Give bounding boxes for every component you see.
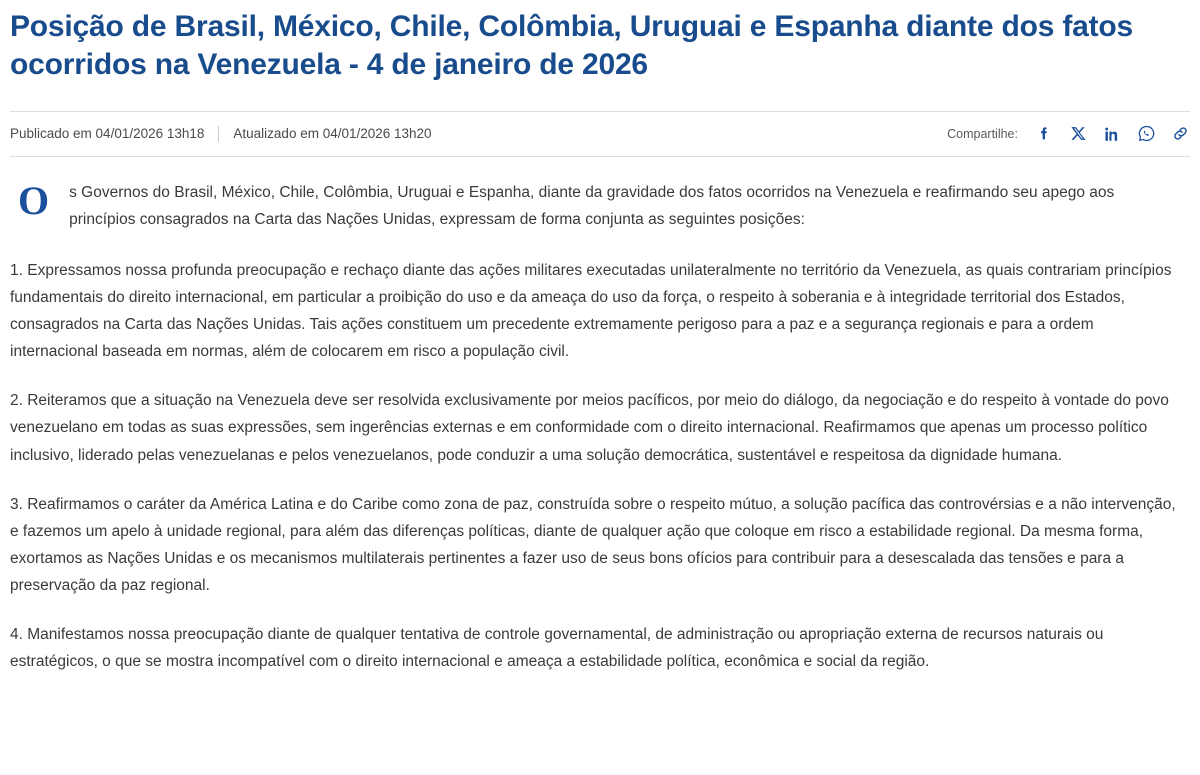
published-date: Publicado em 04/01/2026 13h18 [10,126,205,142]
paragraph-3: 3. Reafirmamos o caráter da América Latina e do Caribe como zona de paz, construída sobre o respeito mútuo, a solução pacífica das controvérsias e a não intervenção, e fazemos um apelo à unidade regional, para além das diferenças políticas, diante de qualquer ação que coloque em risco a estabilidade regional. Da mesma forma, exortamos as Nações Unidas e os mecanismos multilaterais pertinentes a fazer uso de seus bons ofícios para contribuir para a desescalada das tensões e para a preservação da paz regional. [10,495,1176,595]
x-twitter-icon[interactable] [1068,124,1088,144]
page-title: Posição de Brasil, México, Chile, Colômbia, Uruguai e Espanha diante dos fatos ocorridos na Venezuela - 4 de janeiro de 2026 [10,10,1133,82]
linkedin-icon[interactable] [1102,124,1122,144]
facebook-icon[interactable] [1034,124,1054,144]
meta-divider [218,126,219,142]
drop-cap: O [18,177,50,223]
paragraph-4: 4. Manifestamos nossa preocupação diante de qualquer tentativa de controle governamental, de administração ou apropriação externa de recursos naturais ou estratégicos, o que se mostra incompatível com o direito internacional e ameaça a estabilidade política, econômica e social da região. [10,626,1104,671]
whatsapp-icon[interactable] [1136,124,1156,144]
article-meta-bar [10,111,1190,157]
lead-text: s Governos do Brasil, México, Chile, Colômbia, Uruguai e Espanha, diante da gravidade dos fatos ocorridos na Venezuela e reafirmando seu apego aos princípios consagrados na Carta das Nações Unidas, expressam de forma conjunta as seguintes posições: [69,183,1115,228]
paragraph-2: 2. Reiteramos que a situação na Venezuela deve ser resolvida exclusivamente por meios pacíficos, por meio do diálogo, da negociação e do respeito à vontade do povo venezuelano em todas as suas expressões, sem ingerências externas e em conformidade com o direito internacional. Reafirmamos que apenas um processo político inclusivo, liderado pelas venezuelanas e pelos venezuelanos, pode conduzir a uma solução democrática, sustentável e respeitosa da dignidade humana. [10,392,1169,464]
paragraph-1: 1. Expressamos nossa profunda preocupação e rechaço diante das ações militares executadas unilateralmente no território da Venezuela, as quais contrariam princípios fundamentais do direito internacional, em particular a proibição do uso e da ameaça do uso da força, o respeito à soberania e à integridade territorial dos Estados, consagrados na Carta das Nações Unidas. Tais ações constituem um precedente extremamente perigoso para a paz e a segurança regionais e para a ordem internacional baseada em normas, além de colocarem em risco a população civil. [10,261,1172,361]
article-page [0,8,1200,675]
share-label: Compartilhe: [947,126,1018,141]
copy-link-icon[interactable] [1170,124,1190,144]
article-dates [10,126,432,142]
article-body [10,179,1180,676]
updated-date: Atualizado em 04/01/2026 13h20 [233,126,432,142]
share-bar [947,124,1190,144]
lead-paragraph [10,179,1180,235]
